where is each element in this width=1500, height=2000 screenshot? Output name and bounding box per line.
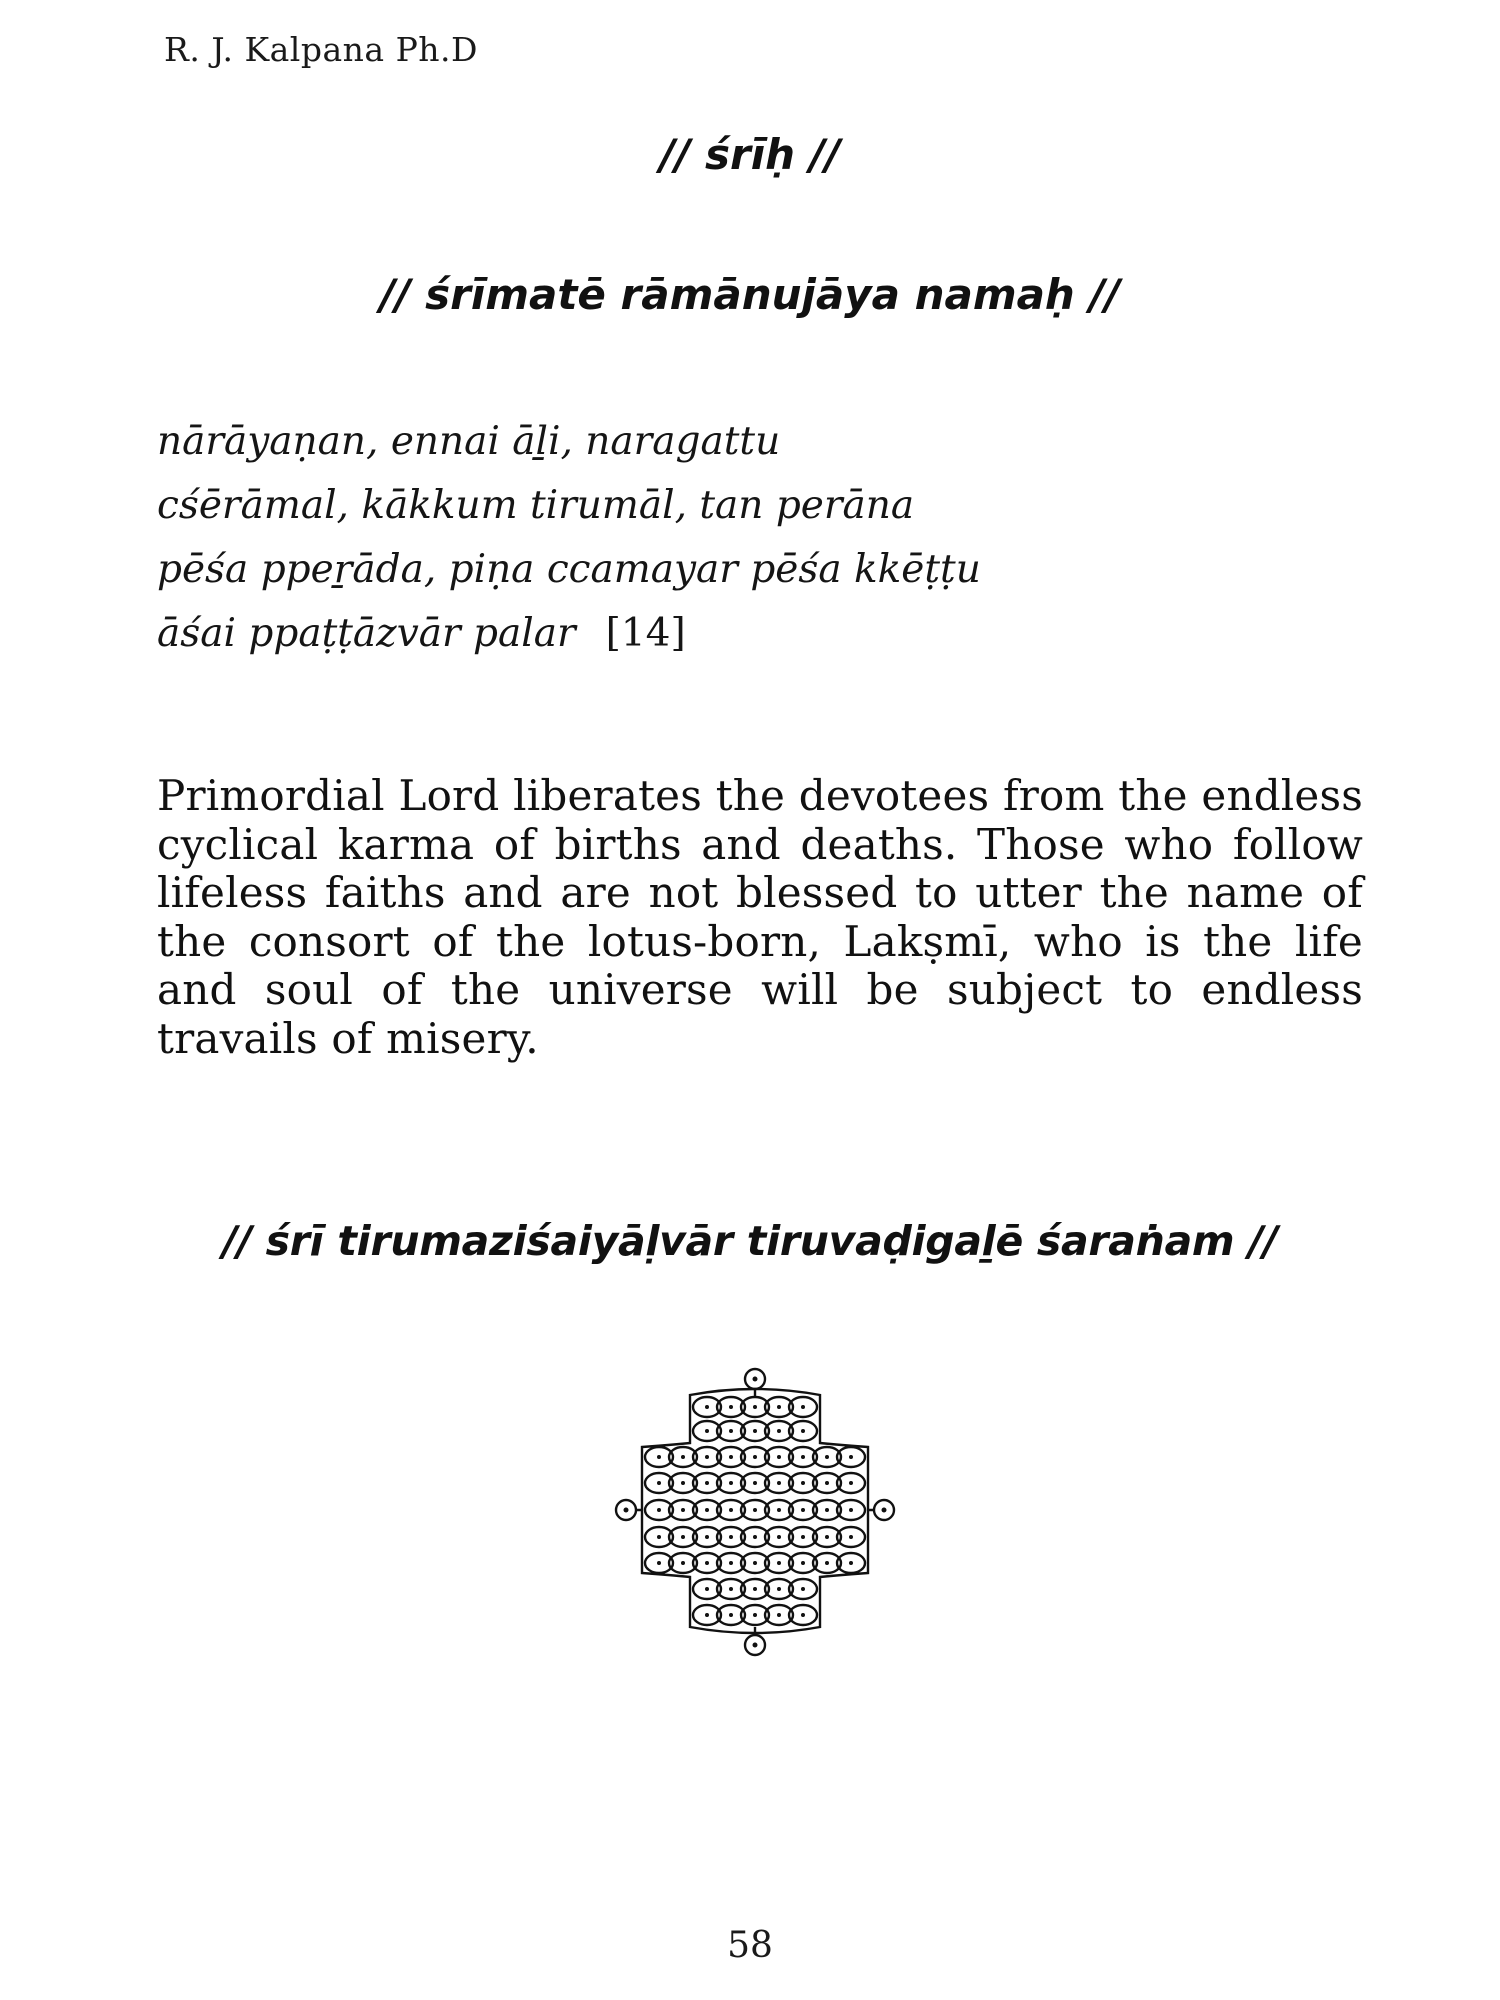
kolam-ornament-icon (610, 1365, 900, 1660)
verse-line: nārāyaṇan, ennai āḻi, naragattu (157, 419, 781, 464)
invocation-closing: // śrī tirumaziśaiyāḷvār tiruvaḍigaḻē śaraṅam // (222, 1217, 1278, 1265)
verse-line: pēśa ppeṟāda, piṇa ccamayar pēśa kkēṭṭu (157, 547, 981, 592)
verse-line-text: āśai ppaṭṭāzvār palar (157, 611, 576, 656)
invocation-ramanuja: // śrīmatē rāmānujāya namaḥ // (379, 270, 1121, 319)
page-number: 58 (727, 1925, 773, 1966)
verse-line: cśērāmal, kākkum tirumāl, tan perāna (157, 483, 915, 528)
verse-block (157, 410, 981, 666)
verse-number: [14] (605, 611, 686, 656)
invocation-srih: // śrīḥ // (659, 130, 841, 179)
translation-paragraph: Primordial Lord liberates the devotees from the endless cyclical karma of births and deaths. Those who follow lifeless faiths and are not blessed to utter the name of the consort of the lotus-born, Lakṣmī, who is the life and soul of the universe will be subject to endless travails of misery. (157, 771, 1363, 1063)
running-header-author: R. J. Kalpana Ph.D (164, 30, 478, 69)
verse-line-last (157, 602, 981, 666)
